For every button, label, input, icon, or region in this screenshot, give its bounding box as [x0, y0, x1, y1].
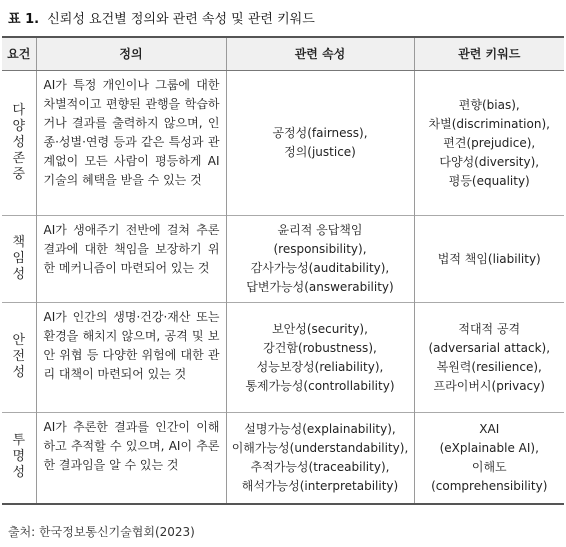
keywords-cell [414, 216, 564, 303]
keywords-cell [414, 71, 564, 216]
header-row [2, 37, 564, 71]
keyword-item: XAI [479, 421, 500, 436]
header-keywords: 관련 키워드 [414, 37, 564, 71]
attributes-cell [226, 303, 414, 413]
table-caption [8, 8, 315, 27]
keyword-item: 편향(bias), [458, 97, 520, 112]
requirement-cell: 다양성존중 [12, 102, 26, 182]
table-row [2, 413, 564, 504]
attribute-item: 감사가능성(auditability), [250, 261, 390, 275]
attribute-item: 정의(justice) [284, 145, 356, 159]
attribute-item: 통제가능성(controllability) [245, 378, 395, 393]
attribute-item: 이해가능성(understandability), [231, 440, 409, 455]
attributes-cell [226, 216, 414, 303]
keyword-item: 다양성(diversity), [439, 154, 540, 169]
header-requirement: 요건 [2, 37, 36, 71]
header-definition: 정의 [36, 37, 226, 71]
attribute-item: 추적가능성(traceability), [250, 459, 390, 474]
keyword-item: 이해도 [471, 459, 507, 474]
requirement-cell: 투명성 [12, 433, 26, 481]
attributes-cell [226, 413, 414, 504]
attribute-item: 보안성(security), [272, 321, 368, 336]
keyword-item: 복원력(resilience), [436, 359, 542, 374]
caption-label: 표 1. [8, 12, 40, 27]
keyword-item: (eXplainable AI), [439, 440, 539, 455]
keyword-item: 평등(equality) [448, 173, 530, 188]
attribute-item: 답변가능성(answerability) [246, 280, 394, 294]
keyword-item: (adversarial attack), [428, 340, 551, 355]
definition-cell: AI가 특정 개인이나 그룹에 대한 차별적이고 편향된 관행을 학습하거나 결과를 출력하지 않으며, 인종·성별·연령 등과 같은 특성과 관계없이 모든 사람이 평등하게 AI 기술의 혜택을 받을 수 있는 것 [36, 71, 226, 216]
attribute-item: 성능보장성(reliability), [256, 359, 384, 374]
attribute-item: (responsibility), [273, 242, 367, 256]
keyword-item: 법적 책임(liability) [437, 251, 541, 266]
definition-cell: AI가 인간의 생명·건강·재산 또는 환경을 해치지 않으며, 공격 및 보안 위협 등 다양한 위험에 대한 관리 대책이 마련되어 있는 것 [36, 303, 226, 413]
attributes-cell [226, 71, 414, 216]
trust-requirements-table [2, 36, 564, 505]
keyword-item: 적대적 공격 [458, 321, 521, 336]
keyword-item: 차별(discrimination), [428, 116, 550, 131]
keyword-item: (comprehensibility) [431, 478, 548, 493]
attribute-item: 강건함(robustness), [263, 340, 377, 355]
requirement-cell: 책임성 [12, 234, 26, 282]
requirement-cell: 안전성 [12, 333, 26, 380]
attribute-item: 해석가능성(interpretability) [241, 478, 399, 493]
keyword-item: 프라이버시(privacy) [433, 378, 545, 393]
caption-title: 신뢰성 요건별 정의와 관련 속성 및 관련 키워드 [47, 12, 315, 27]
table-row [2, 216, 564, 303]
definition-cell: AI가 추론한 결과를 인간이 이해하고 추적할 수 있으며, AI이 추론한 결과임을 알 수 있는 것 [36, 413, 226, 504]
attribute-item: 설명가능성(explainability), [244, 421, 396, 436]
source-note: 출처: 한국정보통신기술협회(2023) [8, 525, 195, 539]
attribute-item: 윤리적 응답책임 [277, 223, 363, 237]
table-row [2, 71, 564, 216]
attribute-item: 공정성(fairness), [272, 126, 368, 140]
keyword-item: 편견(prejudice), [443, 135, 536, 150]
definition-cell: AI가 생애주기 전반에 걸쳐 추론 결과에 대한 책임을 보장하기 위한 메커니즘이 마련되어 있는 것 [36, 216, 226, 303]
keywords-cell [414, 413, 564, 504]
keywords-cell [414, 303, 564, 413]
table-row [2, 303, 564, 413]
header-attributes: 관련 속성 [226, 37, 414, 71]
